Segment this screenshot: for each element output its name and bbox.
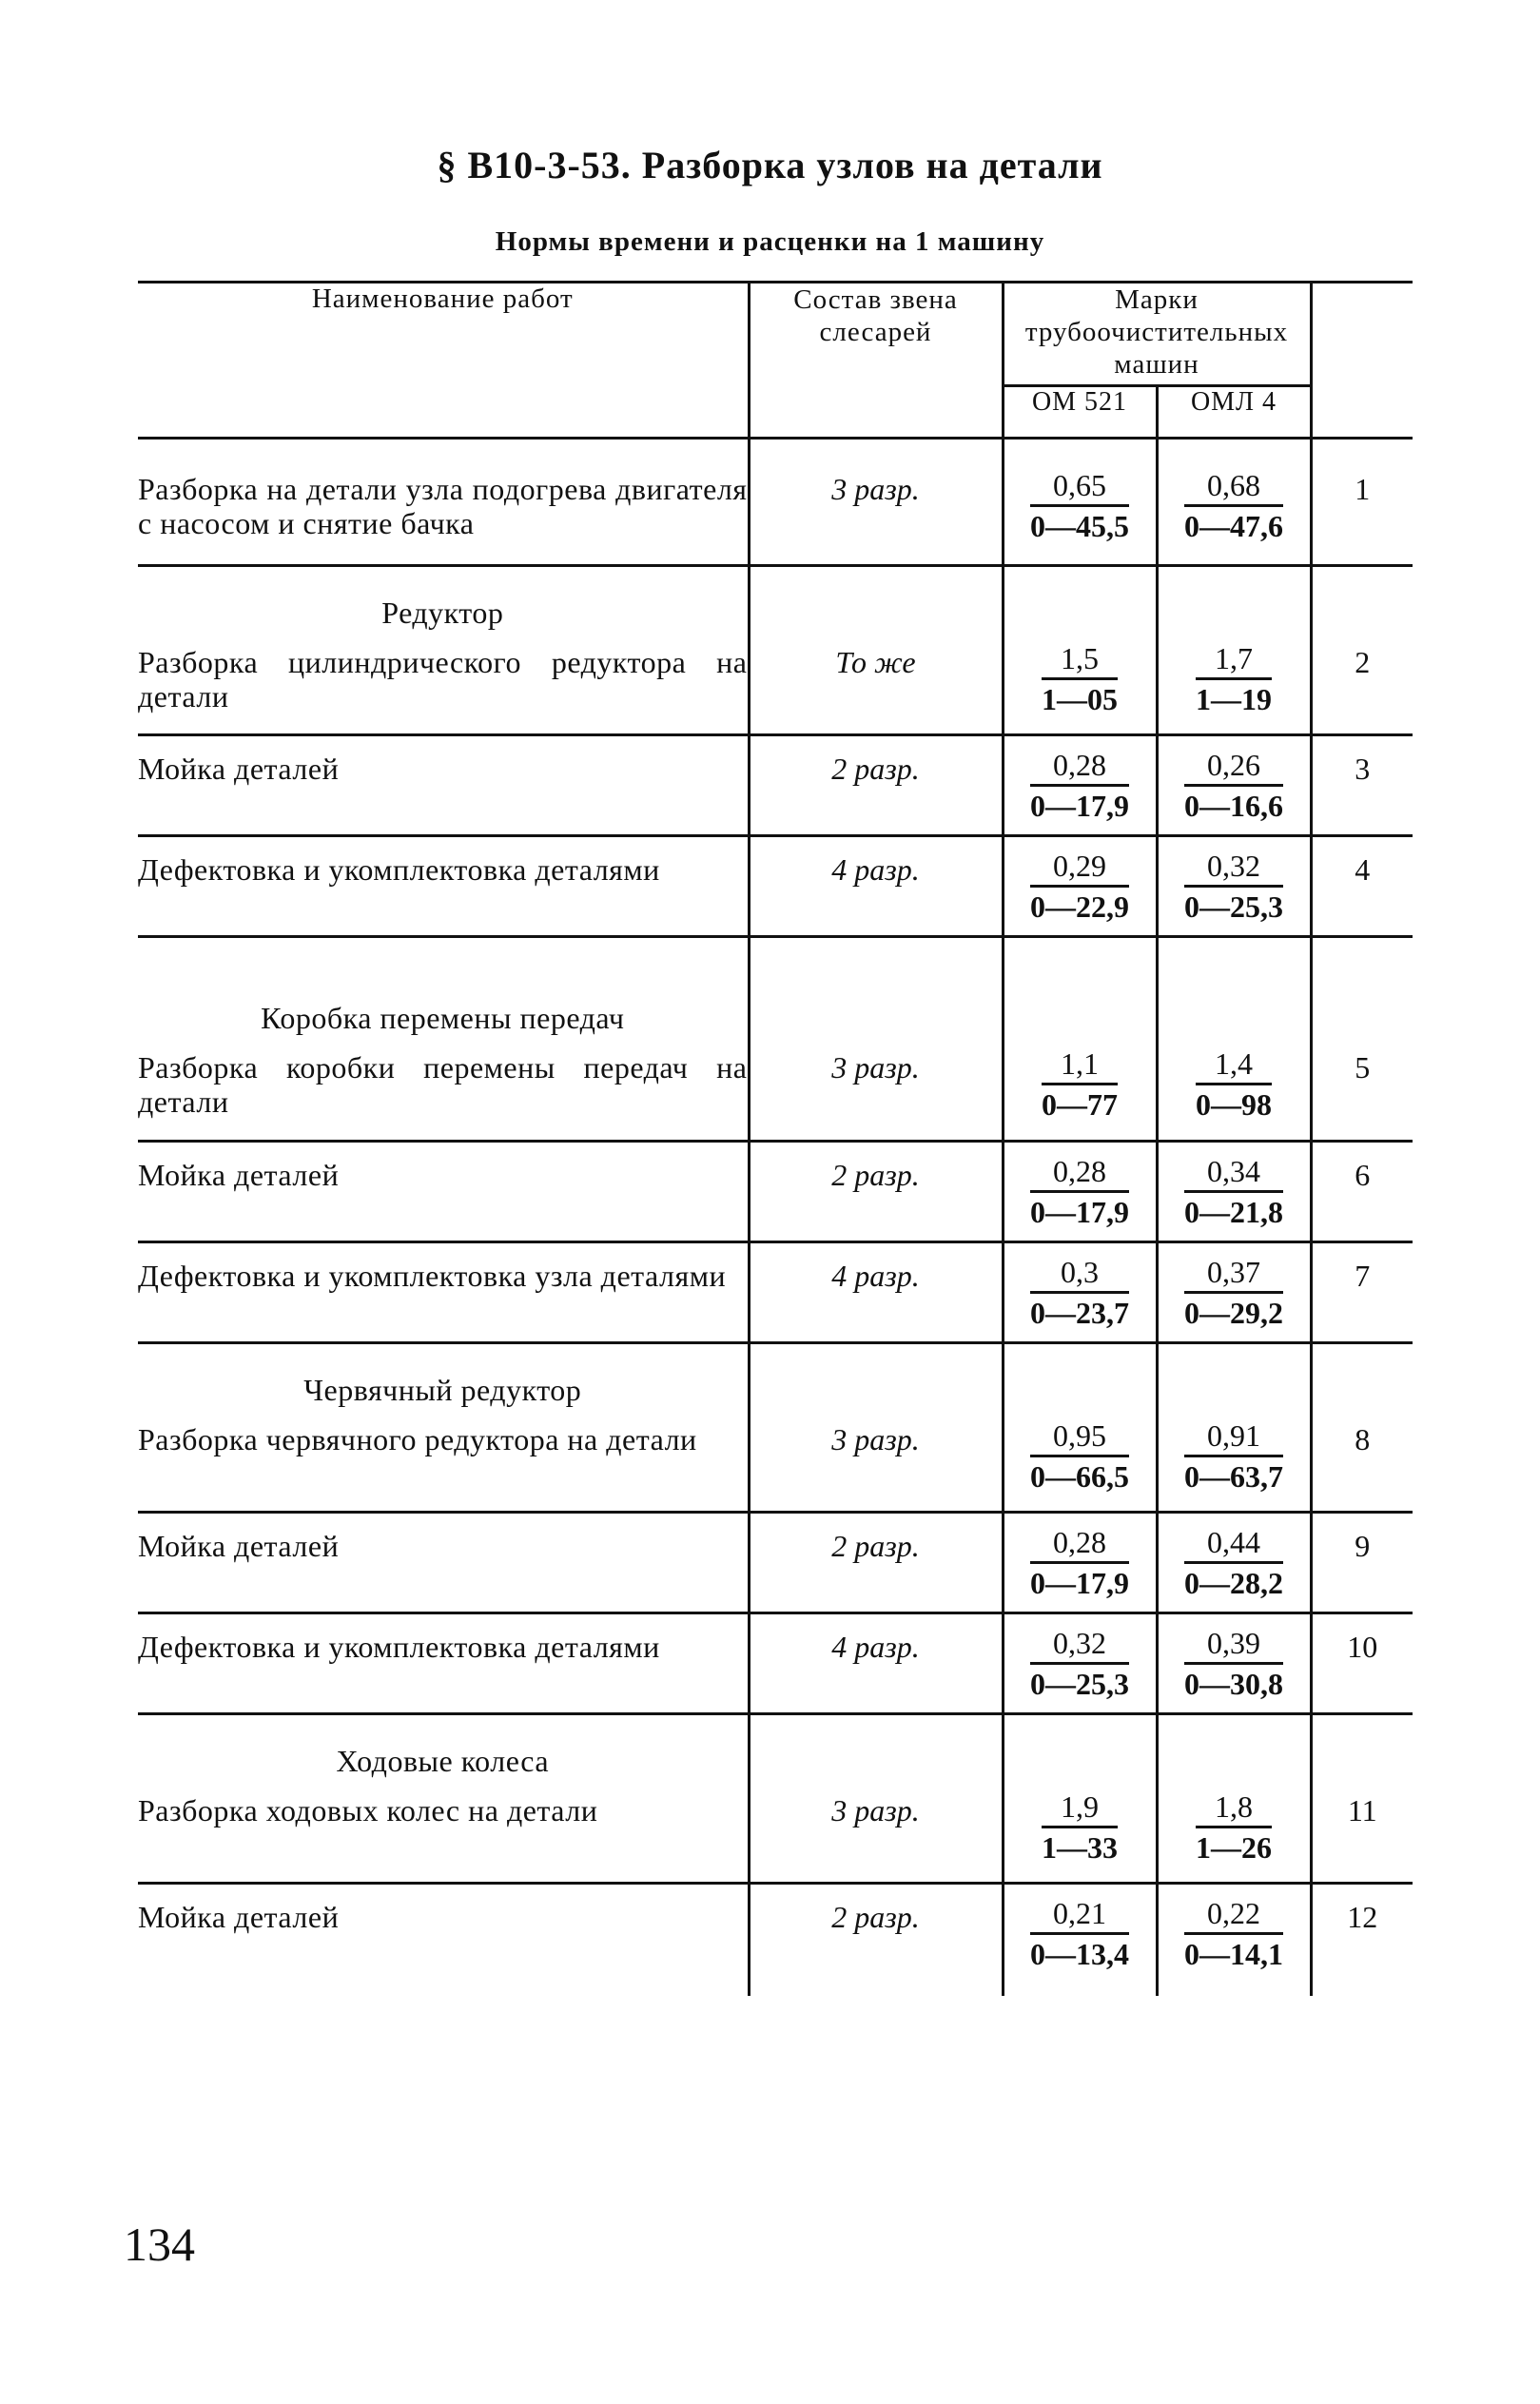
norm-fraction	[1184, 1523, 1283, 1602]
price-rate: 0—47,6	[1184, 509, 1283, 543]
brigade-cell	[749, 836, 1003, 937]
time-norm: 0,29	[1030, 847, 1129, 888]
norm-fraction	[1196, 639, 1272, 718]
norm-cell-oml4	[1157, 937, 1311, 1142]
subsection-heading: Червячный редуктор	[303, 1373, 582, 1407]
brigade-cell	[749, 937, 1003, 1142]
norm-cell-oml4	[1157, 1513, 1311, 1613]
norm-cell-om521	[1003, 1343, 1157, 1513]
norms-table-body	[138, 439, 1413, 1996]
work-name: Разборка на детали узла подогрева двигателя с насосом и снятие бачка	[138, 472, 748, 540]
subsection-heading: Коробка перемены передач	[261, 1001, 625, 1035]
price-rate: 0—17,9	[1030, 789, 1129, 823]
norms-table	[138, 281, 1413, 1996]
price-rate: 0—25,3	[1184, 889, 1283, 924]
price-rate: 0—21,8	[1184, 1195, 1283, 1229]
brigade-cell	[749, 735, 1003, 836]
norm-cell-oml4	[1157, 566, 1311, 735]
time-norm: 1,5	[1042, 639, 1118, 680]
norm-fraction	[1184, 1253, 1283, 1332]
brigade-cell	[749, 1242, 1003, 1343]
norm-cell-oml4	[1157, 1343, 1311, 1513]
header-mark-om521: ОМ 521	[1003, 386, 1157, 439]
price-rate: 0—16,6	[1184, 789, 1283, 823]
price-rate: 0—14,1	[1184, 1937, 1283, 1971]
table-row	[138, 1714, 1413, 1884]
price-rate: 1—33	[1042, 1830, 1118, 1865]
norm-cell-oml4	[1157, 439, 1311, 566]
table-row	[138, 1142, 1413, 1242]
subsection-heading: Ходовые колеса	[336, 1744, 550, 1778]
work-name: Разборка цилиндрического редуктора на детали	[138, 645, 748, 713]
norm-cell-oml4	[1157, 1884, 1311, 1996]
time-norm: 0,34	[1184, 1152, 1283, 1193]
table-row	[138, 735, 1413, 836]
price-rate: 0—23,7	[1030, 1296, 1129, 1330]
time-norm: 0,28	[1030, 746, 1129, 787]
work-name: Дефектовка и укомплектовка деталями	[138, 1630, 660, 1664]
work-name: Дефектовка и укомплектовка узла деталями	[138, 1259, 727, 1293]
norm-fraction	[1030, 1152, 1129, 1231]
brigade-cell	[749, 1343, 1003, 1513]
section-title: § В10-3-53. Разборка узлов на детали	[437, 144, 1103, 186]
time-norm: 0,22	[1184, 1894, 1283, 1935]
row-number: 12	[1347, 1900, 1378, 1934]
table-row	[138, 439, 1413, 566]
row-number: 3	[1311, 735, 1413, 836]
row-number: 7	[1311, 1242, 1413, 1343]
price-rate: 0—45,5	[1030, 509, 1129, 543]
time-norm: 0,44	[1184, 1523, 1283, 1564]
norm-cell-om521	[1003, 1142, 1157, 1242]
norm-fraction	[1184, 1417, 1283, 1495]
norm-fraction	[1030, 1253, 1129, 1332]
work-name: Мойка деталей	[138, 752, 340, 786]
norm-cell-oml4	[1157, 836, 1311, 937]
norm-fraction	[1184, 1152, 1283, 1231]
norm-cell-om521	[1003, 439, 1157, 566]
brigade-grade: 3 разр.	[831, 1422, 920, 1456]
work-name-cell	[138, 937, 749, 1142]
table-row	[138, 1242, 1413, 1343]
norm-cell-om521	[1003, 1714, 1157, 1884]
price-rate: 0—29,2	[1184, 1296, 1283, 1330]
row-number: 10	[1311, 1613, 1413, 1714]
brigade-grade: 4 разр.	[831, 1630, 920, 1664]
header-machine-marks: Марки трубоочистительных машин	[1003, 283, 1311, 386]
norm-cell-om521	[1003, 1884, 1157, 1996]
norm-cell-om521	[1003, 1242, 1157, 1343]
brigade-grade: То же	[835, 645, 916, 679]
time-norm: 0,32	[1184, 847, 1283, 888]
work-name: Мойка деталей	[138, 1900, 340, 1934]
price-rate: 0—98	[1196, 1087, 1272, 1122]
brigade-grade: 3 разр.	[831, 1050, 920, 1085]
price-rate: 0—63,7	[1184, 1459, 1283, 1494]
work-name-cell	[138, 1513, 749, 1613]
norm-cell-om521	[1003, 735, 1157, 836]
header-mark-oml4: ОМЛ 4	[1157, 386, 1311, 439]
table-row	[138, 937, 1413, 1142]
table-row	[138, 566, 1413, 735]
header-brigade: Состав звена слесарей	[749, 283, 1003, 439]
norm-cell-om521	[1003, 1513, 1157, 1613]
norm-fraction	[1184, 1894, 1283, 1973]
table-row	[138, 1343, 1413, 1513]
row-number: 2	[1311, 566, 1413, 735]
time-norm: 0,32	[1030, 1624, 1129, 1665]
brigade-grade: 2 разр.	[831, 752, 920, 786]
brigade-grade: 4 разр.	[831, 1259, 920, 1293]
price-rate: 0—30,8	[1184, 1667, 1283, 1701]
work-name-cell	[138, 439, 749, 566]
brigade-cell	[749, 1513, 1003, 1613]
row-number: 8	[1311, 1343, 1413, 1513]
row-number: 11	[1311, 1714, 1413, 1884]
work-name-cell	[138, 1343, 749, 1513]
subsection-heading: Редуктор	[381, 596, 504, 630]
norm-fraction	[1184, 1624, 1283, 1703]
price-rate: 1—05	[1042, 682, 1118, 716]
header-number-sub	[1311, 386, 1413, 439]
row-number: 4	[1311, 836, 1413, 937]
time-norm: 0,65	[1030, 466, 1129, 507]
time-norm: 1,1	[1042, 1045, 1118, 1085]
brigade-grade: 4 разр.	[831, 852, 920, 887]
work-name: Разборка коробки перемены передач на детали	[138, 1050, 748, 1119]
norm-fraction	[1184, 746, 1283, 825]
norm-fraction	[1030, 1417, 1129, 1495]
norm-fraction	[1030, 1894, 1129, 1973]
norm-fraction	[1196, 1045, 1272, 1124]
price-rate: 1—19	[1196, 682, 1272, 716]
time-norm: 0,28	[1030, 1523, 1129, 1564]
page-number: 134	[124, 2218, 195, 2271]
table-row	[138, 836, 1413, 937]
time-norm: 1,4	[1196, 1045, 1272, 1085]
work-name-cell	[138, 1714, 749, 1884]
brigade-grade: 3 разр.	[831, 472, 920, 506]
brigade-cell	[749, 1714, 1003, 1884]
norm-fraction	[1030, 847, 1129, 926]
brigade-grade: 2 разр.	[831, 1158, 920, 1192]
work-name: Мойка деталей	[138, 1158, 340, 1192]
price-rate: 0—22,9	[1030, 889, 1129, 924]
brigade-cell	[749, 439, 1003, 566]
norm-fraction	[1030, 746, 1129, 825]
work-name-cell	[138, 1242, 749, 1343]
norm-fraction	[1042, 1045, 1118, 1124]
time-norm: 0,28	[1030, 1152, 1129, 1193]
price-rate: 1—26	[1196, 1830, 1272, 1865]
norm-cell-om521	[1003, 937, 1157, 1142]
table-row	[138, 1884, 1413, 1996]
work-name-cell	[138, 1613, 749, 1714]
time-norm: 0,3	[1030, 1253, 1129, 1294]
work-name-cell	[138, 1142, 749, 1242]
row-number: 9	[1311, 1513, 1413, 1613]
brigade-cell	[749, 1142, 1003, 1242]
norm-cell-oml4	[1157, 1142, 1311, 1242]
norm-cell-oml4	[1157, 735, 1311, 836]
brigade-cell	[749, 1613, 1003, 1714]
norm-fraction	[1030, 1624, 1129, 1703]
work-name: Мойка деталей	[138, 1529, 340, 1563]
table-row	[138, 1513, 1413, 1613]
brigade-grade: 3 разр.	[831, 1793, 920, 1827]
work-name-cell	[138, 735, 749, 836]
norm-fraction	[1184, 466, 1283, 545]
norm-cell-om521	[1003, 566, 1157, 735]
time-norm: 0,68	[1184, 466, 1283, 507]
brigade-grade: 2 разр.	[831, 1900, 920, 1934]
norm-fraction	[1184, 847, 1283, 926]
work-name: Разборка червячного редуктора на детали	[138, 1422, 697, 1456]
time-norm: 0,26	[1184, 746, 1283, 787]
header-number	[1311, 283, 1413, 386]
norm-fraction	[1196, 1788, 1272, 1867]
work-name-cell	[138, 1884, 749, 1996]
norm-fraction	[1042, 1788, 1118, 1867]
norm-cell-om521	[1003, 1613, 1157, 1714]
time-norm: 1,8	[1196, 1788, 1272, 1828]
work-name-cell	[138, 836, 749, 937]
table-row	[138, 1613, 1413, 1714]
time-norm: 1,7	[1196, 639, 1272, 680]
work-name: Разборка ходовых колес на детали	[138, 1793, 598, 1827]
price-rate: 0—66,5	[1030, 1459, 1129, 1494]
work-name-cell	[138, 566, 749, 735]
time-norm: 0,37	[1184, 1253, 1283, 1294]
brigade-cell	[749, 1884, 1003, 1996]
time-norm: 0,91	[1184, 1417, 1283, 1457]
norm-fraction	[1030, 466, 1129, 545]
time-norm: 0,39	[1184, 1624, 1283, 1665]
row-number: 6	[1311, 1142, 1413, 1242]
work-name: Дефектовка и укомплектовка деталями	[138, 852, 660, 887]
brigade-cell	[749, 566, 1003, 735]
header-work-name: Наименование работ	[138, 283, 749, 439]
row-number: 1	[1311, 439, 1413, 566]
table-subtitle: Нормы времени и расценки на 1 машину	[495, 226, 1045, 257]
price-rate: 0—17,9	[1030, 1195, 1129, 1229]
price-rate: 0—77	[1042, 1087, 1118, 1122]
price-rate: 0—28,2	[1184, 1566, 1283, 1600]
norm-cell-oml4	[1157, 1714, 1311, 1884]
price-rate: 0—13,4	[1030, 1937, 1129, 1971]
row-number: 5	[1311, 937, 1413, 1142]
price-rate: 0—17,9	[1030, 1566, 1129, 1600]
norm-fraction	[1030, 1523, 1129, 1602]
time-norm: 0,21	[1030, 1894, 1129, 1935]
norm-cell-oml4	[1157, 1242, 1311, 1343]
norm-cell-om521	[1003, 836, 1157, 937]
time-norm: 0,95	[1030, 1417, 1129, 1457]
norm-fraction	[1042, 639, 1118, 718]
time-norm: 1,9	[1042, 1788, 1118, 1828]
norm-cell-oml4	[1157, 1613, 1311, 1714]
price-rate: 0—25,3	[1030, 1667, 1129, 1701]
brigade-grade: 2 разр.	[831, 1529, 920, 1563]
